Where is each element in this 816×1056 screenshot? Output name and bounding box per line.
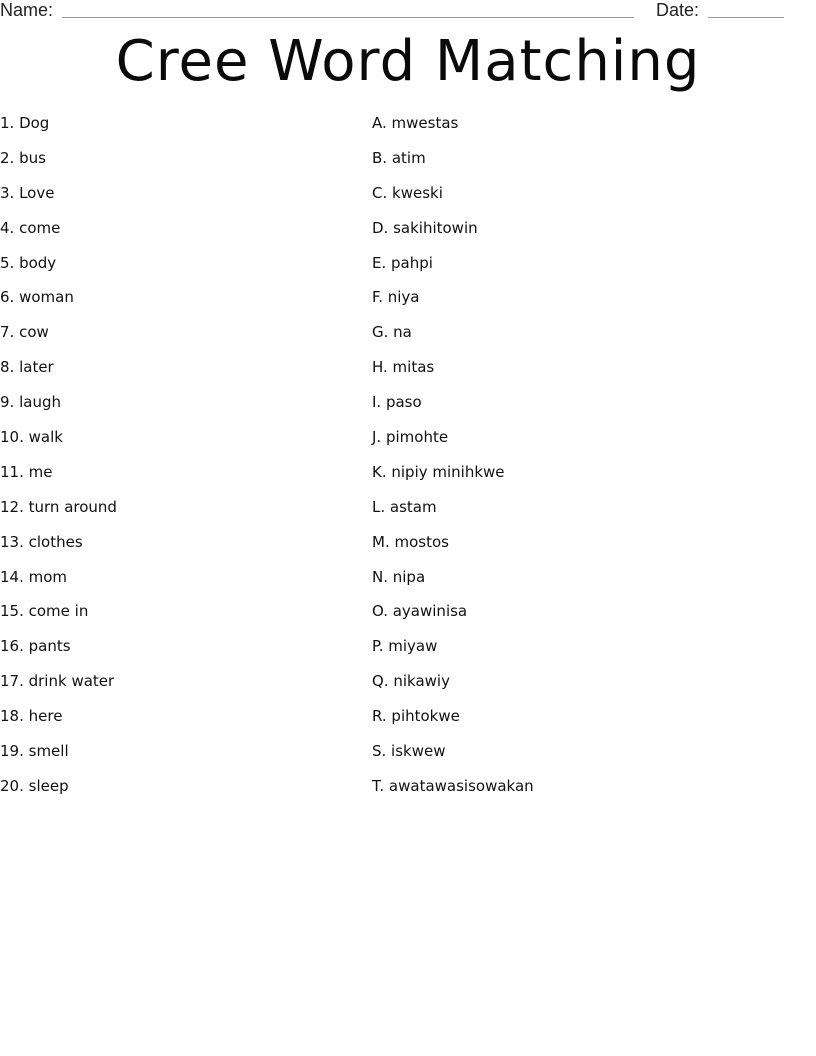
term-item: 3. Love [0,183,55,202]
answer-item: S. iskwew [372,742,446,761]
term-item: 18. here [0,707,63,726]
date-label: Date: [656,0,700,20]
term-item: 8. later [0,358,54,377]
term-item: 12. turn around [0,497,117,516]
answer-item: C. kweski [372,183,443,202]
answer-item: N. nipa [372,567,426,586]
name-label: Name: [0,0,54,20]
terms-list [0,110,360,808]
term-item: 17. drink water [0,672,115,691]
answer-item: F. niya [372,288,420,307]
answer-item: J. pimohte [372,428,449,447]
answer-item: K. nipiy minihkwe [372,462,505,481]
answer-item: Q. nikawiy [372,672,450,691]
term-item: 11. me [0,462,53,481]
term-item: 20. sleep [0,776,69,795]
answer-item: T. awatawasisowakan [372,776,534,795]
term-item: 9. laugh [0,393,61,412]
answer-item: O. ayawinisa [372,602,468,621]
term-item: 16. pants [0,637,71,656]
page-title: Cree Word Matching [115,29,701,94]
answer-item: E. pahpi [372,253,433,272]
answer-item: D. sakihitowin [372,218,478,237]
term-item: 7. cow [0,323,49,342]
header-row [0,0,816,22]
answer-item: L. astam [372,497,437,516]
name-blank-line [62,17,634,18]
term-item: 1. Dog [0,114,50,132]
answer-item: A. mwestas [372,114,459,132]
answer-item: I. paso [372,393,422,412]
term-item: 19. smell [0,742,69,761]
term-item: 5. body [0,253,57,272]
answer-item: R. pihtokwe [372,707,460,726]
term-item: 4. come [0,218,61,237]
term-item: 6. woman [0,288,74,307]
term-item: 10. walk [0,428,63,447]
term-item: 13. clothes [0,532,83,551]
term-item: 15. come in [0,602,89,621]
answer-item: G. na [372,323,412,342]
answer-item: P. miyaw [372,637,438,656]
date-blank-line [708,17,784,18]
answers-list [372,110,802,808]
term-item: 2. bus [0,148,46,167]
answer-item: H. mitas [372,358,435,377]
answer-item: M. mostos [372,532,449,551]
answer-item: B. atim [372,148,426,167]
term-item: 14. mom [0,567,68,586]
